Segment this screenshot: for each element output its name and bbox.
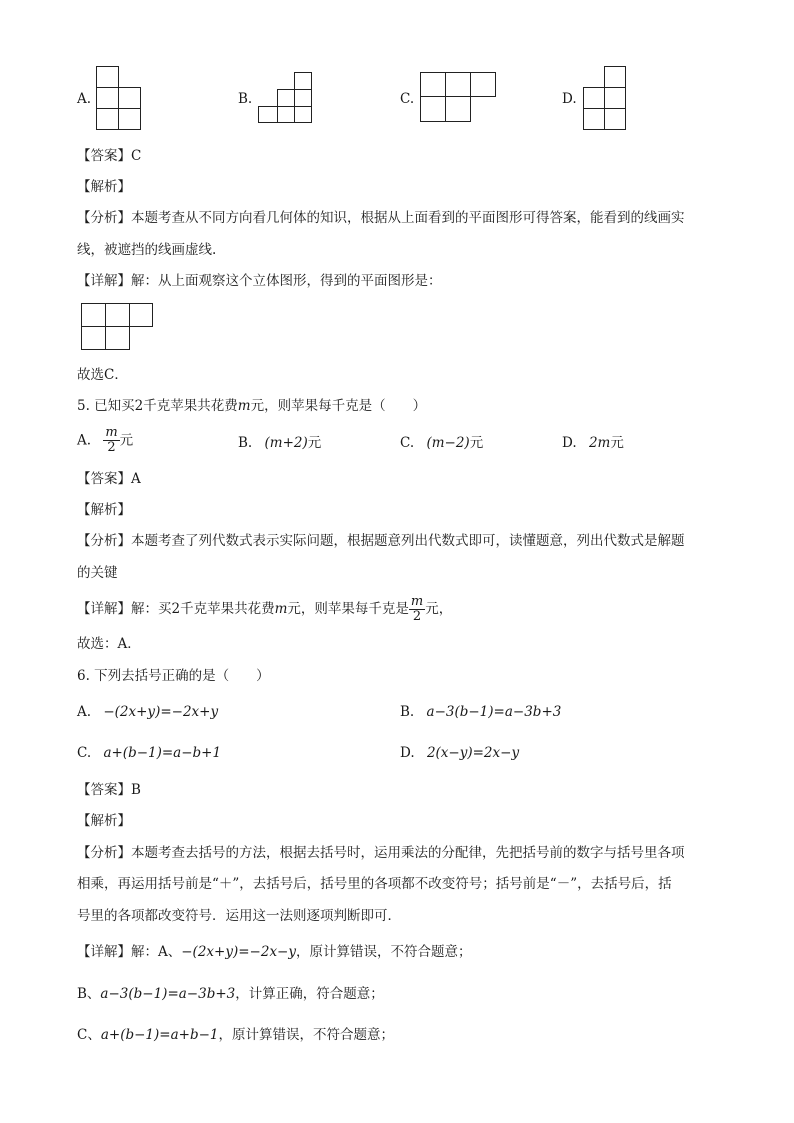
q5-option-c: [400, 433, 483, 453]
q5-fenxi-line2: 的关键: [77, 565, 118, 581]
q6-detail-a-prefix: 【详解】解：A、: [77, 944, 182, 960]
q6-detail-c-expr: a+(b−1)=a+b−1: [100, 1027, 219, 1043]
q6-option-c: [77, 743, 221, 763]
q4-conclusion: 故选C．: [77, 367, 128, 383]
q6-stem: 6. 下列去括号正确的是（ ）: [77, 668, 270, 684]
q5-detail-fraction: [409, 595, 425, 624]
q4-detail-figure: [81, 303, 155, 351]
q4-fenxi-line2: 线，被遮挡的线画虚线.: [77, 242, 217, 258]
q6-detail-c-comment: ，原计算错误，不符合题意；: [218, 1027, 394, 1043]
option-a-label: A.: [77, 91, 92, 107]
option-c-label: C.: [400, 91, 415, 107]
q6-option-a-expr: −(2x+y)=−2x+y: [103, 704, 219, 720]
q6-option-c-expr: a+(b−1)=a−b+1: [103, 745, 222, 761]
q5-option-d-label: D.: [562, 435, 577, 451]
q5-option-d-expr: 2m: [588, 435, 611, 451]
fraction-numerator: m: [105, 425, 118, 440]
q6-option-a-label: A.: [77, 704, 92, 720]
q5-option-c-unit: 元: [469, 435, 484, 451]
q6-option-b-expr: a−3(b−1)=a−3b+3: [426, 704, 562, 720]
q5-option-b: [238, 433, 321, 453]
q6-detail-b-prefix: B、: [77, 986, 101, 1002]
q5-option-a: [77, 426, 133, 458]
q5-stem: [77, 396, 426, 416]
fraction-denominator: 2: [412, 609, 422, 624]
q6-option-d-expr: 2(x−y)=2x−y: [426, 745, 520, 761]
q6-option-d: [400, 743, 519, 763]
q6-option-b: [400, 702, 561, 722]
option-d-label: D.: [562, 91, 577, 107]
q4-analysis-heading: 【解析】: [77, 179, 131, 195]
q4-fenxi-line1: 【分析】本题考查从不同方向看几何体的知识，根据从上面看到的平面图形可得答案，能看到的线画实: [77, 210, 685, 226]
q5-option-c-expr: (m−2): [426, 435, 470, 451]
q5-detail-variable: m: [274, 601, 288, 617]
q6-detail-a-comment: ，原计算错误，不符合题意；: [296, 944, 472, 960]
q6-fenxi-line1: 【分析】本题考查去括号的方法，根据去括号时，运用乘法的分配律，先把括号前的数字与括号里各项: [77, 845, 685, 861]
q6-detail-c-prefix: C、: [77, 1027, 101, 1043]
q5-stem-variable: m: [237, 398, 251, 414]
q5-option-a-fraction: [103, 426, 119, 455]
option-a-figure: [96, 66, 144, 132]
q6-option-b-label: B.: [400, 704, 415, 720]
q5-option-b-unit: 元: [307, 435, 322, 451]
q6-detail-b-comment: ，计算正确，符合题意；: [235, 986, 384, 1002]
fraction-numerator: m: [410, 594, 424, 609]
option-d-figure: [583, 66, 629, 132]
q6-fenxi-line2: 相乘，再运用括号前是“＋”，去括号后，括号里的各项都不改变符号；括号前是“－”，去括号后，括: [77, 876, 672, 892]
q6-detail-c: [77, 1025, 394, 1045]
q5-option-a-unit: 元: [119, 432, 134, 449]
q5-option-b-label: B.: [238, 435, 253, 451]
q5-option-d-unit: 元: [610, 435, 624, 451]
q6-detail-b-expr: a−3(b−1)=a−3b+3: [100, 986, 236, 1002]
q6-detail-b: [77, 984, 384, 1004]
q6-option-c-label: C.: [77, 745, 92, 761]
q6-option-a: [77, 702, 218, 722]
q5-detail-text-mid: 元，则苹果每千克是: [287, 601, 409, 617]
fraction-denominator: 2: [107, 440, 116, 455]
q5-option-b-expr: (m+2): [264, 435, 308, 451]
q5-analysis-heading: 【解析】: [77, 502, 131, 518]
q5-option-c-label: C.: [400, 435, 415, 451]
q5-conclusion: 故选：A．: [77, 636, 141, 652]
option-b-figure: [258, 72, 314, 124]
option-c-figure: [420, 72, 498, 124]
option-b-label: B.: [238, 91, 253, 107]
q5-detail-text-end: 元，: [425, 601, 453, 617]
q5-option-a-label: A.: [77, 432, 92, 449]
q5-answer: 【答案】A: [77, 471, 141, 487]
q5-option-d: [562, 433, 624, 453]
q5-detail-text: 【详解】解：买2千克苹果共花费: [77, 601, 275, 617]
q6-fenxi-line3: 号里的各项都改变符号．运用这一法则逐项判断即可．: [77, 908, 401, 924]
q5-stem-text-end: 元，则苹果每千克是（ ）: [250, 398, 427, 414]
q4-detail: 【详解】解：从上面观察这个立体图形，得到的平面图形是：: [77, 273, 442, 289]
q5-fenxi-line1: 【分析】本题考查了列代数式表示实际问题，根据题意列出代数式即可，读懂题意，列出代数式是解题: [77, 533, 685, 549]
q6-detail-a-expr: −(2x+y)=−2x−y: [181, 944, 296, 960]
q5-detail: [77, 592, 452, 626]
q6-option-d-label: D.: [400, 745, 415, 761]
q4-answer: 【答案】C: [77, 148, 142, 164]
q5-stem-text: 5. 已知买2千克苹果共花费: [77, 398, 238, 414]
q6-detail-a: [77, 942, 472, 962]
q6-analysis-heading: 【解析】: [77, 813, 131, 829]
q6-answer: 【答案】B: [77, 782, 141, 798]
